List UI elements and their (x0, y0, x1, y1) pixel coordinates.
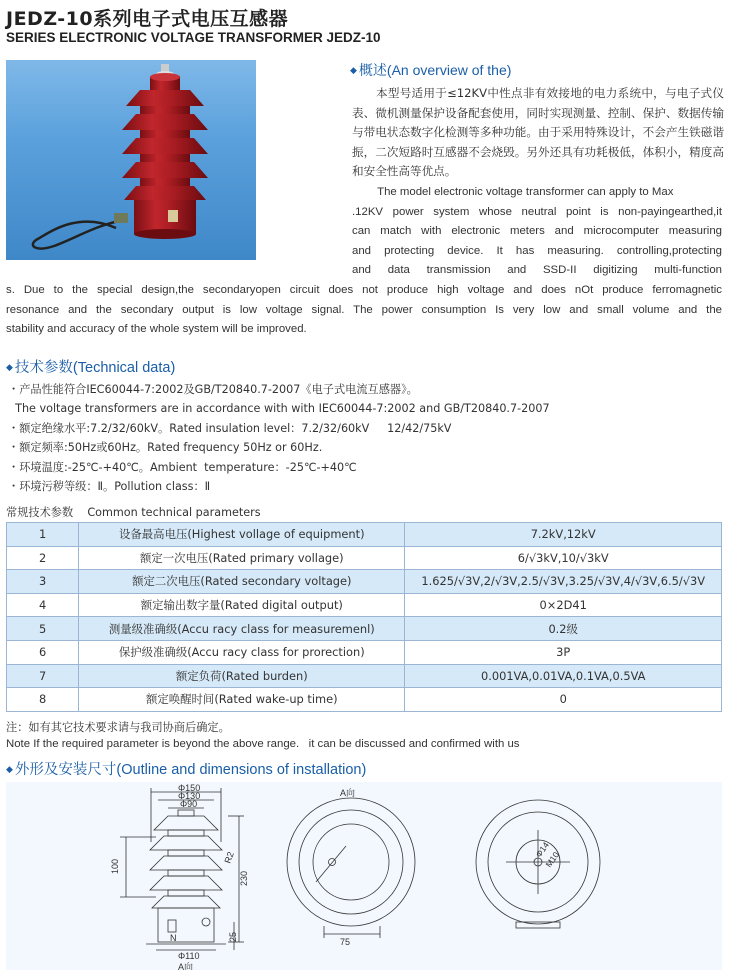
table-row (7, 593, 722, 617)
parameter-name-cell: 测量级准确级(Accu racy class for measuremenl) (79, 617, 405, 641)
parameter-name-cell: 设备最高电压(Highest vollage of equipment) (79, 523, 405, 547)
row-number-cell: 8 (7, 688, 79, 712)
table-row (7, 570, 722, 594)
overview-en-line: and data transmission and SSD-II digitizing multi-function (352, 264, 722, 277)
dim-label-m10: M10 (543, 849, 562, 870)
technical-data-item: ・环境污秽等级：Ⅱ。Pollution class：Ⅱ (8, 480, 211, 494)
table-row (7, 546, 722, 570)
table-row (7, 664, 722, 688)
overview-en-line: can match with electronic meters and microcomputer measuring (352, 225, 722, 238)
dim-label-a-bottom: A向 (178, 962, 194, 970)
row-number-cell: 4 (7, 593, 79, 617)
parameter-name-cell: 额定一次电压(Rated primary vollage) (79, 546, 405, 570)
diamond-bullet-icon: ◆ (6, 362, 13, 372)
table-row (7, 688, 722, 712)
table-row (7, 640, 722, 664)
dim-label-d150: Φ150 (178, 783, 201, 793)
table-row (7, 617, 722, 641)
diamond-bullet-icon: ◆ (6, 764, 13, 774)
parameter-value-cell: 0.2级 (405, 617, 722, 641)
outline-drawing (6, 782, 722, 970)
parameter-value-cell: 0×2D41 (405, 593, 722, 617)
product-photo (6, 60, 256, 260)
technical-data-item: ・产品性能符合IEC60044-7:2002及GB/T20840.7-2007《电子式电流互感器》。 (8, 383, 418, 396)
dim-label-h100: 100 (110, 858, 120, 874)
table-row (7, 523, 722, 547)
row-number-cell: 1 (7, 523, 79, 547)
dim-label-r2: R2 (222, 850, 236, 865)
parameter-value-cell: 7.2kV,12kV (405, 523, 722, 547)
technical-data-list (8, 380, 550, 496)
overview-en-line: The model electronic voltage transformer can apply to Max (352, 186, 674, 198)
dim-label-h230: 230 (239, 870, 249, 886)
parameter-name-cell: 额定输出数字量(Rated digital output) (79, 593, 405, 617)
technical-data-item: ・额定绝缘水平:7.2/32/60kV。Rated insulation level：7.2/32/60kV 12/42/75kV (8, 421, 452, 435)
overview-en-line: resonance and the secondary output is low voltage signal. The power consumption Is very low and small volume and the (6, 303, 722, 316)
dim-label-d14: Φ14 (533, 840, 551, 860)
row-number-cell: 7 (7, 664, 79, 688)
overview-english-paragraph-part1 (352, 183, 722, 281)
note-english: Note If the required parameter is beyond the above range. it can be discussed and confirmed with us (6, 738, 520, 750)
top-view (287, 798, 415, 938)
overview-chinese-paragraph: 本型号适用于≤12KV中性点非有效接地的电力系统中，与电子式仪表、微机测量保护设备配套使用，同时实现测量、控制、保护、数据传输与带电状态数字化检测等多种功能。由于采用特殊设计，不会产生铁磁谐振，二次短路时互感器不会烧毁。另外还具有功耗极低，体积小，精度高和安全性高等优点。 (352, 86, 724, 179)
parameter-value-cell: 1.625/√3V,2/√3V,2.5/√3V,3.25/√3V,4/√3V,6.5/√3V (405, 570, 722, 594)
technical-data-item: ・额定频率:50Hz或60Hz。Rated frequency 50Hz or 60Hz. (8, 441, 323, 455)
overview-en-line: stability and accuracy of the whole system will be improved. (6, 323, 307, 336)
overview-en-line: and protecting device. It has measuring. controlling,protecting (352, 244, 722, 257)
dimensions-heading (6, 758, 366, 779)
side-view (120, 788, 244, 950)
parameter-value-cell: 0 (405, 688, 722, 712)
page-subtitle: SERIES ELECTRONIC VOLTAGE TRANSFORMER JEDZ-10 (6, 30, 381, 45)
parameter-name-cell: 额定唤醒时间(Rated wake-up time) (79, 688, 405, 712)
overview-heading-text: 概述(An overview of the) (358, 62, 512, 78)
overview-heading (350, 60, 511, 80)
technical-data-item: The voltage transformers are in accordance with with IEC60044-7:2002 and GB/T20840.7-2007 (8, 402, 550, 416)
row-number-cell: 5 (7, 617, 79, 641)
row-number-cell: 2 (7, 546, 79, 570)
dim-label-d130: Φ130 (178, 791, 201, 801)
parameter-name-cell: 保护级准确级(Accu racy class for prorection) (79, 640, 405, 664)
technical-data-heading (6, 356, 175, 377)
row-number-cell: 3 (7, 570, 79, 594)
bottom-view (476, 800, 600, 928)
dim-label-a-direction: A向 (340, 788, 356, 798)
page-title: JEDZ-10系列电子式电压互感器 (6, 8, 289, 30)
dim-label-d90: Φ90 (180, 799, 198, 809)
row-number-cell: 6 (7, 640, 79, 664)
parameter-value-cell: 0.001VA,0.01VA,0.1VA,0.5VA (405, 664, 722, 688)
dim-label-w75: 75 (340, 937, 351, 947)
common-params-label: 常规技术参数 Common technical parameters (6, 506, 261, 519)
parameter-name-cell: 额定负荷(Rated burden) (79, 664, 405, 688)
technical-heading-text: 技术参数(Technical data) (14, 360, 176, 376)
dimensions-heading-text: 外形及安装尺寸(Outline and dimensions of installation) (14, 762, 367, 778)
note-chinese: 注：如有其它技术要求请与我司协商后确定。 (6, 721, 230, 734)
dim-label-h25: 25 (228, 931, 238, 942)
dim-label-n: N (170, 933, 177, 943)
overview-en-line: s. Due to the special design,the secondaryopen circuit does not produce high voltage and does nOt produce ferromagnetic (6, 284, 722, 296)
parameter-name-cell: 额定二次电压(Rated secondary voltage) (79, 570, 405, 594)
parameter-value-cell: 3P (405, 640, 722, 664)
technical-params-table (6, 522, 722, 712)
dim-label-d110: Φ110 (178, 951, 200, 961)
diamond-bullet-icon: ◆ (350, 65, 357, 75)
overview-english-paragraph-part2 (6, 281, 722, 340)
overview-en-line: .12KV power system whose neutral point is non-payingearthed,it (352, 205, 722, 218)
parameter-value-cell: 6/√3kV,10/√3kV (405, 546, 722, 570)
technical-data-item: ・环境温度:-25℃-+40℃。Ambient temperature：-25℃-+40℃ (8, 460, 357, 474)
